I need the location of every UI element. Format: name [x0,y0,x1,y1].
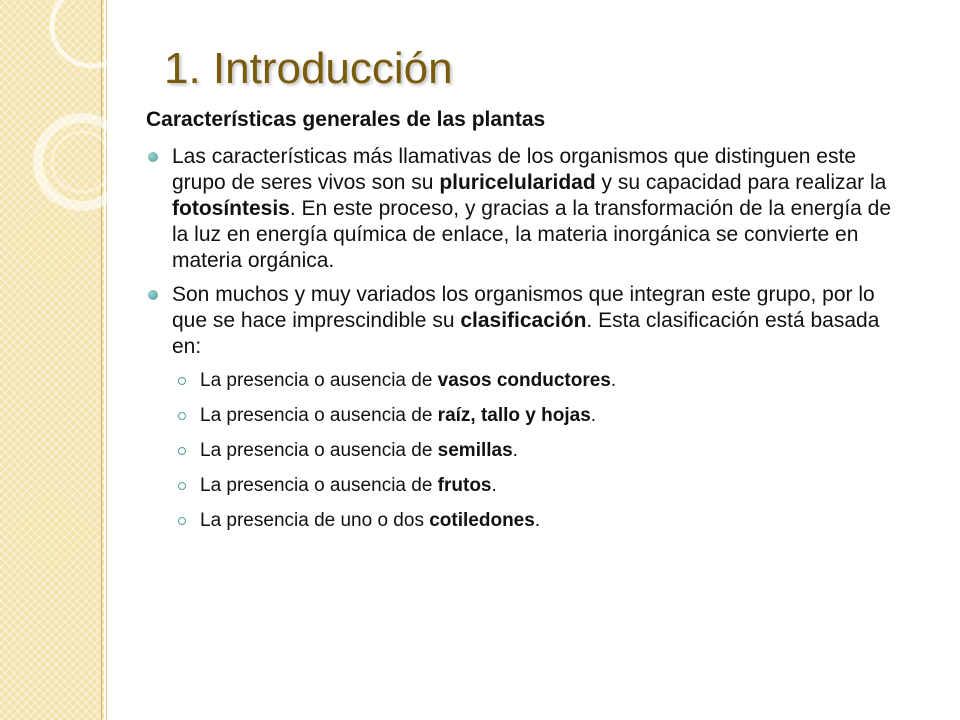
bullet-text: . En este proceso, y gracias a la transformación de la energía de la luz en energía química de enlace, la materia inorgánica se convierte en materia orgánica. [172,197,892,272]
bullet-text: . Esta clasificación está basada en: [172,309,880,358]
ring-bullet-icon [178,377,186,385]
bullet-text: Las características más llamativas de los organismos que distinguen este grupo de seres vivos son su [172,145,856,194]
criteria-bold-term: raíz, tallo y hojas [437,405,591,426]
slide-content [146,106,906,543]
ring-bullet-icon [178,447,186,455]
criteria-text: La presencia o ausencia de [200,405,438,426]
criteria-bold-term: vasos conductores [437,370,611,391]
criteria-list [172,368,906,543]
criteria-bold-term: cotiledones [429,510,535,531]
bullet-item [146,144,906,274]
bullet-dot-icon [148,290,158,300]
bullet-bold-term: fotosíntesis [172,197,290,220]
criteria-suffix: . [512,440,518,461]
criteria-item [172,473,906,508]
ring-bullet-icon [178,412,186,420]
slide-title: 1. Introducción [164,44,453,93]
bullet-dot-icon [148,152,158,162]
bullet-text: y su capacidad para realizar la [595,171,887,194]
bullet-item [146,282,906,360]
criteria-text: La presencia de uno o dos [200,510,430,531]
bullet-bold-term: pluricelularidad [439,171,596,194]
criteria-suffix: . [590,405,597,426]
criteria-bold-term: frutos [437,475,492,496]
ring-bullet-icon [178,517,186,525]
ring-bullet-icon [178,482,186,490]
criteria-text: La presencia o ausencia de [200,440,438,461]
bullet-text: Son muchos y muy variados los organismos que integran este grupo, por lo que se hace imprescindible su [172,283,875,332]
criteria-text: La presencia o ausencia de [200,370,438,391]
criteria-item [172,368,906,403]
criteria-suffix: . [610,370,617,391]
bullet-bold-term: clasificación [460,309,587,332]
slide-subtitle: Características generales de las plantas [146,108,546,131]
criteria-bold-term: semillas [437,440,513,461]
criteria-item [172,508,906,543]
criteria-suffix: . [491,475,497,496]
criteria-item [172,438,906,473]
criteria-item [172,403,906,438]
criteria-suffix: . [534,510,541,531]
decorative-circles-icon [0,0,110,260]
criteria-text: La presencia o ausencia de [200,475,438,496]
